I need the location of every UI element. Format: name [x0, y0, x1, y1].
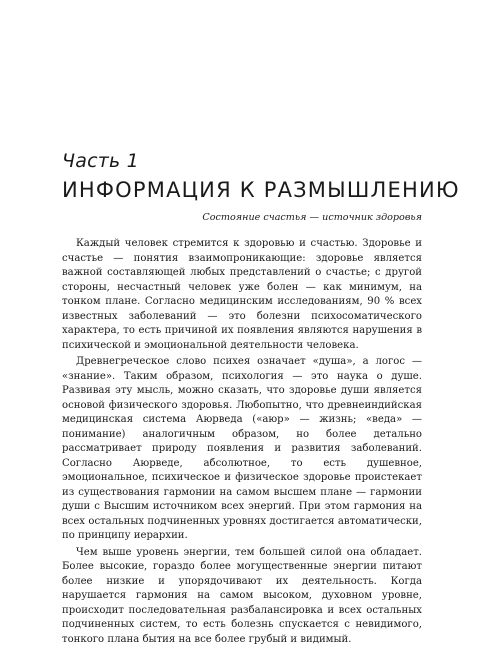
- epigraph: Состояние счастья — источник здоровья: [202, 212, 422, 223]
- paragraph-1: Каждый человек стремится к здоровью и счастью. Здоровье и счастье — понятия взаимопроникающие: здоровье является важной составляющей любых представлений о счастье; с другой стороны, несчастный человек уже болен — как минимум, на тонком плане. Согласно медицинским исследованиям, 90 % всех известных заболеваний — это болезни психосоматического характера, то есть причиной их появления являются нарушения в психической и эмоциональной деятельности человека.: [62, 238, 422, 351]
- chapter-title: ИНФОРМАЦИЯ К РАЗМЫШЛЕНИЮ: [62, 178, 460, 202]
- paragraph-2: Древнегреческое слово психея означает «душа», а логос — «знание». Таким образом, психология — это наука о душе. Развивая эту мысль, можно сказать, что здоровье души является основой физического здоровья. Любопытно, что древнеиндийская медицинская система Аюрведа («аюр» — жизнь; «веда» — понимание) аналогичным образом, но более детально рассматривает природу появления и развития заболеваний. Согласно Аюрведе, абсолютное, то есть душевное, эмоциональное, психическое и физическое здоровье проистекает из существования гармонии на самом высшем плане — гармонии души с Высшим источником всех энергий. При этом гармония на всех остальных подчиненных уровнях достигается автоматически, по принципу иерархии.: [62, 356, 422, 541]
- part-label: Часть 1: [62, 150, 139, 172]
- paragraph-3: Чем выше уровень энергии, тем большей силой она обладает. Более высокие, гораздо более могущественные энергии питают более низкие и упорядочивают их деятельность. Когда нарушается гармония на самом высоком, духовном уровне, происходит последовательная разбалансировка и всех остальных подчиненных систем, то есть болезнь спускается с невидимого, тонкого плана бытия на все более грубый и видимый.: [62, 546, 422, 645]
- book-page: [62, 150, 460, 647]
